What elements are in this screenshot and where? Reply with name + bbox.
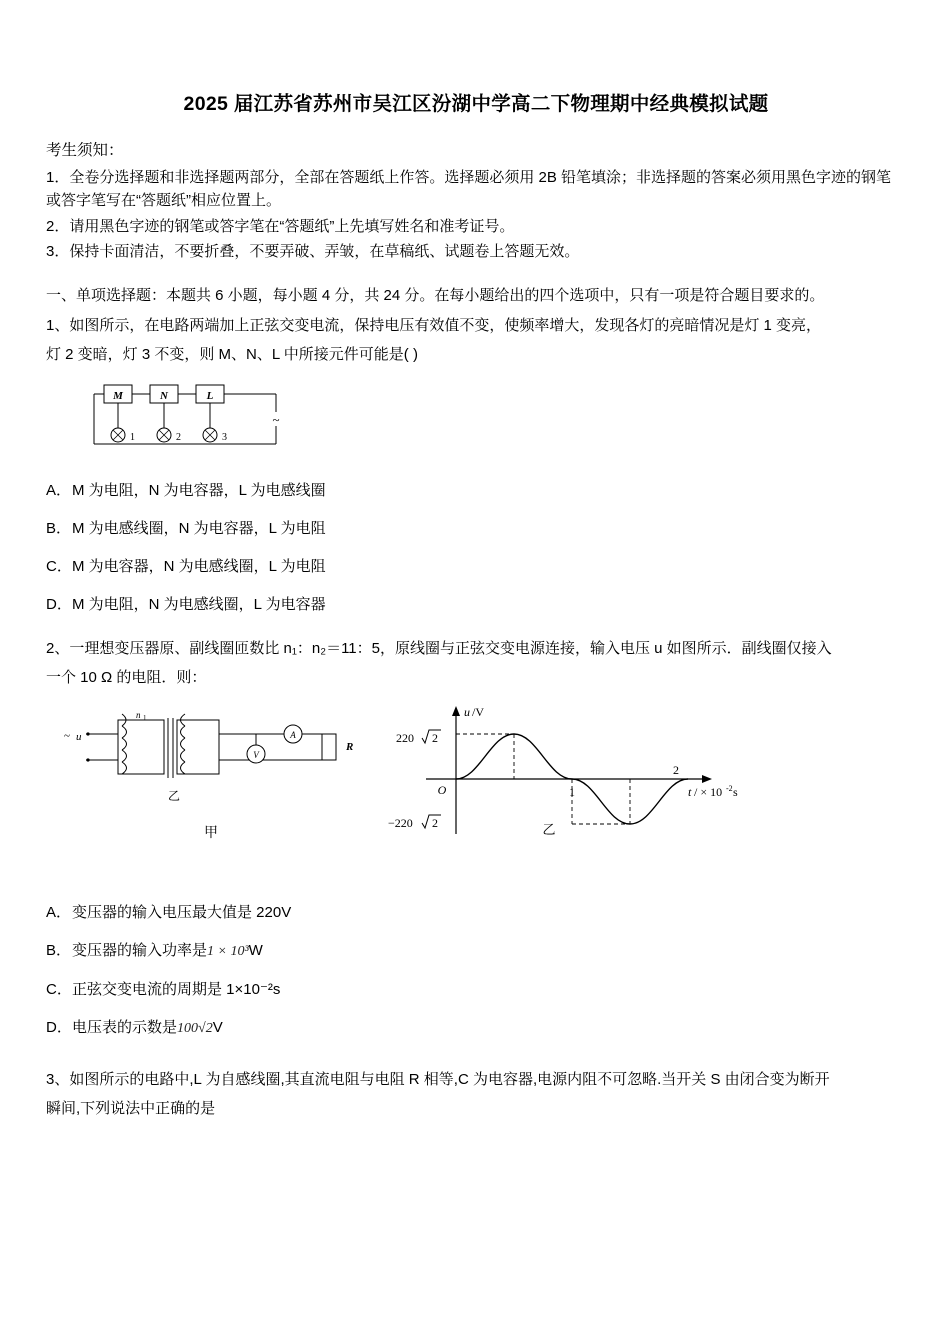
question-1-line2: 灯 2 变暗，灯 3 不变，则 M、N、L 中所接元件可能是( ): [46, 345, 418, 363]
svg-text:s: s: [733, 785, 738, 800]
figure-caption-jia: 甲: [204, 824, 218, 841]
q2-option-a-text: 变压器的输入电压最大值是 220V: [72, 904, 292, 922]
svg-text:3: 3: [222, 431, 227, 443]
question-2-line1: 一理想变压器原、副线圈匝数比 n₁：n₂＝11：5，原线圈与正弦交变电源连接，输入电压 u 如图所示．副线圈仅接入: [69, 639, 832, 657]
option-c-text: M 为电容器，N 为电感线圈，L 为电阻: [72, 557, 326, 575]
notice-heading: 考生须知：: [46, 142, 124, 159]
svg-text:−220: −220: [388, 816, 413, 831]
question-1-number: 1、: [46, 317, 70, 335]
notice-line-1: 1．全卷分选择题和非选择题两部分，全部在答题纸上作答。选择题必须用 2B 铅笔填涂；非选择题的答案必须用黑色字迹的钢笔或答字笔写在“答题纸”相应位置上。: [46, 169, 892, 209]
option-c-label: C．: [46, 557, 72, 575]
q2-option-d-handwriting: 100√2: [177, 1020, 213, 1036]
q2-option-d-label: D．: [46, 1018, 72, 1036]
question-3-number: 3、: [46, 1071, 70, 1089]
figure-circuit-three-lamps: [80, 382, 906, 465]
svg-text:A: A: [290, 730, 296, 741]
transformer-circuit-svg: [56, 702, 366, 832]
option-d-label: D．: [46, 595, 72, 613]
question-3-stem: [46, 1066, 906, 1095]
svg-text:1: 1: [143, 714, 147, 723]
svg-text:乙: 乙: [167, 789, 181, 804]
svg-text:2: 2: [432, 731, 438, 746]
svg-text:-2: -2: [726, 784, 733, 794]
q2-option-d-tail: V: [212, 1018, 223, 1036]
question-1-option-a: [46, 479, 906, 503]
question-2-option-d: [46, 1016, 906, 1040]
svg-text:~: ~: [64, 730, 70, 743]
svg-text:乙: 乙: [542, 822, 556, 838]
question-1-option-c: [46, 555, 906, 579]
svg-text:M: M: [113, 389, 123, 402]
svg-text:V: V: [253, 750, 259, 761]
svg-text:u: u: [464, 705, 470, 720]
svg-text:O: O: [437, 783, 447, 798]
question-1-stem: [46, 312, 906, 341]
question-3-line2: 瞬间,下列说法中正确的是: [46, 1099, 216, 1117]
svg-text:220: 220: [396, 731, 414, 746]
svg-text:/V: /V: [472, 705, 484, 720]
question-2-option-a: [46, 901, 906, 925]
svg-text:n: n: [136, 710, 141, 721]
question-2-line2: 一个 10 Ω 的电阻．则：: [46, 668, 207, 686]
svg-text:N: N: [160, 389, 168, 402]
q2-option-d-text: 电压表的示数是: [72, 1018, 178, 1036]
question-3-line1: 如图所示的电路中,L 为自感线圈,其直流电阻与电阻 R 相等,C 为电容器,电源内阻不可忽略.当开关 S 由闭合变为断开: [69, 1071, 830, 1089]
option-b-text: M 为电感线圈，N 为电容器，L 为电阻: [72, 519, 326, 537]
section-heading: 一、单项选择题：本题共 6 小题，每小题 4 分，共 24 分。在每小题给出的四个选项中，只有一项是符合题目要求的。: [46, 287, 825, 305]
q2-option-c-text: 正弦交变电流的周期是 1×10⁻²s: [72, 980, 281, 998]
question-1-line1: 如图所示，在电路两端加上正弦交变电流，保持电压有效值不变，使频率增大，发现各灯的亮暗情况是灯 1 变亮，: [69, 317, 822, 335]
q2-option-b-handwriting: 1 × 10³: [207, 944, 249, 960]
voltage-time-graph-svg: [386, 694, 776, 859]
svg-text:t: t: [688, 785, 692, 800]
svg-text:R: R: [346, 741, 354, 754]
svg-text:2: 2: [432, 816, 438, 831]
circuit-diagram-svg: [80, 382, 290, 460]
question-2-number: 2、: [46, 639, 70, 657]
notice-line-2: 2．请用黑色字迹的钢笔或答字笔在“答题纸”上先填写姓名和准考证号。: [46, 217, 515, 235]
q2-option-c-label: C．: [46, 980, 72, 998]
q2-option-b-tail: W: [248, 942, 263, 960]
svg-text:~: ~: [272, 411, 280, 427]
question-1-option-d: [46, 593, 906, 617]
question-2-option-c: [46, 978, 906, 1002]
question-2-stem: [46, 635, 906, 664]
svg-text:1: 1: [569, 785, 575, 800]
svg-text:1: 1: [130, 431, 135, 443]
option-d-text: M 为电阻，N 为电感线圈，L 为电容器: [72, 595, 326, 613]
figure-question-2: [56, 702, 906, 877]
question-1-option-b: [46, 517, 906, 541]
svg-text:2: 2: [176, 431, 181, 443]
svg-text:L: L: [206, 389, 214, 402]
notice-line-3: 3．保持卡面清洁，不要折叠，不要弄破、弄皱，在草稿纸、试题卷上答题无效。: [46, 243, 580, 261]
option-b-label: B．: [46, 519, 72, 537]
document-content: [46, 88, 906, 1124]
svg-text:2: 2: [673, 763, 679, 778]
option-a-label: A．: [46, 481, 72, 499]
question-2-option-b: [46, 939, 906, 963]
q2-option-a-label: A．: [46, 904, 72, 922]
svg-text:/ × 10: / × 10: [694, 785, 723, 800]
option-a-text: M 为电阻，N 为电容器，L 为电感线圈: [72, 481, 326, 499]
q2-option-b-label: B．: [46, 942, 72, 960]
q2-option-b-text: 变压器的输入功率是: [72, 942, 208, 960]
svg-text:u: u: [76, 731, 82, 744]
page-title: 2025 届江苏省苏州市吴江区汾湖中学高二下物理期中经典模拟试题: [183, 93, 769, 115]
